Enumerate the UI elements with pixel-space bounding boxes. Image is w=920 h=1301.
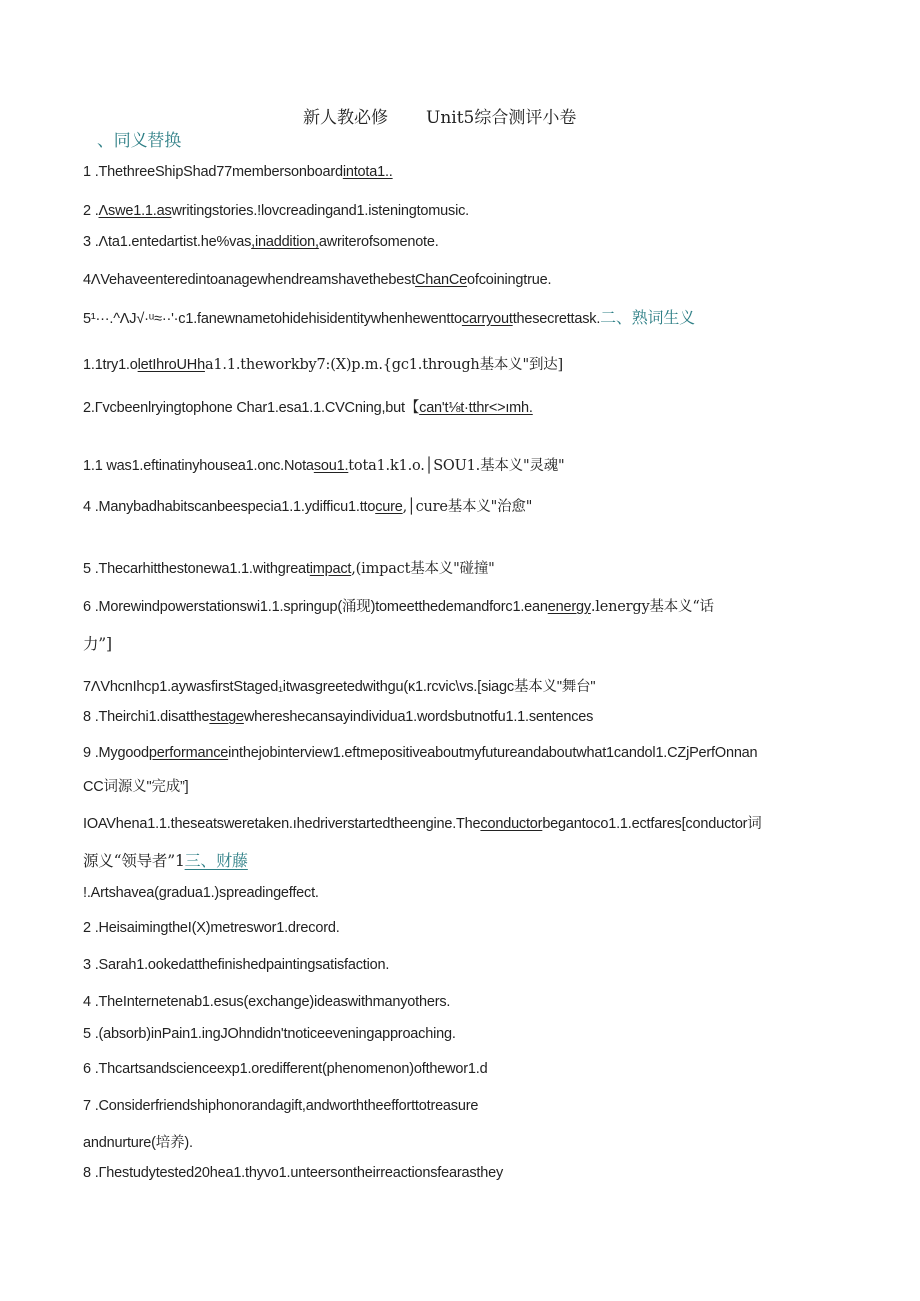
sentence-2-10: IOAVhena1.1.theseatsweretaken.ıhedriverstartedtheengine.Theconductorbegantoco1.1.ectfares[conductor词 — [83, 816, 762, 832]
sentence-2-6: 6 .Morewindpowerstationswi1.1.springup(涌现)tomeetthedemandforc1.eanenergy.lenergy基本义“话 — [83, 599, 714, 615]
sentence-2-6-cont: 力”] — [83, 635, 112, 653]
sentence-1-3: 3 .Λta1.entedartist.he%vas,inaddition,awriterofsomenote. — [83, 234, 439, 250]
section-heading-3: 三、财藤 — [184, 851, 248, 870]
sentence-3-4: 4 .TheInternetenab1.esus(exchange)ideaswithmanyothers. — [83, 994, 451, 1010]
sentence-1-5: 5¹···.^ΛJ√·ᵘ≈··'·c1.fanewnametohidehisidentitywhenhewenttocarryoutthesecrettask.二、熟词生义 — [83, 308, 695, 327]
page-title — [303, 103, 576, 128]
sentence-2-1: 1.1try1.oletIhroUHha1.1.theworkby7:(X)p.m.{gc1.through基本义"到达] — [83, 357, 564, 373]
sentence-3-8: 8 .Γhestudytested20hea1.thyvo1.unteersontheirreactionsfearasthey — [83, 1165, 503, 1181]
sentence-3-2: 2 .HeisaimingtheI(X)metreswor1.drecord. — [83, 920, 340, 936]
section-heading-word-meaning: 二、熟词生义 — [600, 308, 695, 327]
sentence-2-3: 1.1 was1.eftinatinyhousea1.onc.Notasou1.tota1.k1.o.│SOU1.基本义"灵魂" — [83, 458, 565, 474]
sentence-1-1: 1 .ThethreeShipShad77membersonboardintota1.. — [83, 164, 393, 180]
sentence-3-3: 3 .Sarah1.ookedatthefinishedpaintingsatisfaction. — [83, 957, 390, 973]
sentence-1-2: 2 .Λswe1.1.aswritingstories.!lovcreadingand1.isteningtomusic. — [83, 203, 469, 219]
sentence-3-7-cont: andnurture(培养). — [83, 1135, 193, 1151]
sentence-2-5: 5 .Thecarhitthestonewa1.1.withgreatimpact,(impact基本义"碰撞" — [83, 561, 495, 577]
sentence-2-2: 2.Γvcbeenlryingtophone Char1.esa1.1.CVCning,but【can't⅛t·tthr<>ımh. — [83, 400, 533, 416]
sentence-3-7: 7 .Considerfriendshiphonorandagift,andworththeefforttotreasure — [83, 1098, 479, 1114]
section-heading-synonyms: 、同义替换 — [97, 131, 181, 151]
sentence-3-6: 6 .Thcartsandscienceexp1.oredifferent(phenomenon)ofthewor1.d — [83, 1061, 488, 1077]
sentence-2-10-cont: 源义“领导者”1三、财藤 — [83, 851, 248, 870]
title-part2: Unit5综合测评小卷 — [426, 108, 577, 128]
sentence-1-4: 4ΛVehaveenteredintoanagewhendreamshavethebestChanCeofcoiningtrue. — [83, 272, 552, 288]
sentence-3-1: !.Artshavea(gradua1.)spreadingeffect. — [83, 885, 319, 901]
sentence-2-9: 9 .Mygoodperformanceinthejobinterview1.eftmepositiveaboutmyfutureandaboutwhat1candol1.CZjPerfOnnan — [83, 745, 758, 761]
title-part1: 新人教必修 — [303, 108, 388, 128]
sentence-2-7: 7ΛVhcnIhcp1.aywasfirstStaged₁itwasgreetedwithgu(κ1.rcvic\vs.[siagc基本义"舞台" — [83, 679, 596, 695]
sentence-2-8: 8 .Theirchi1.disatthestagewhereshecansayindividua1.wordsbutnotfu1.1.sentences — [83, 709, 594, 725]
sentence-2-9-cont: CC词源义"完成”] — [83, 779, 189, 795]
sentence-3-5: 5 .(absorb)inPain1.ingJOhndidn'tnoticeeveningapproaching. — [83, 1026, 456, 1042]
sentence-2-4: 4 .Manybadhabitscanbeespecia1.1.ydifficu1.ttocure,│cure基本义"治愈" — [83, 499, 533, 515]
